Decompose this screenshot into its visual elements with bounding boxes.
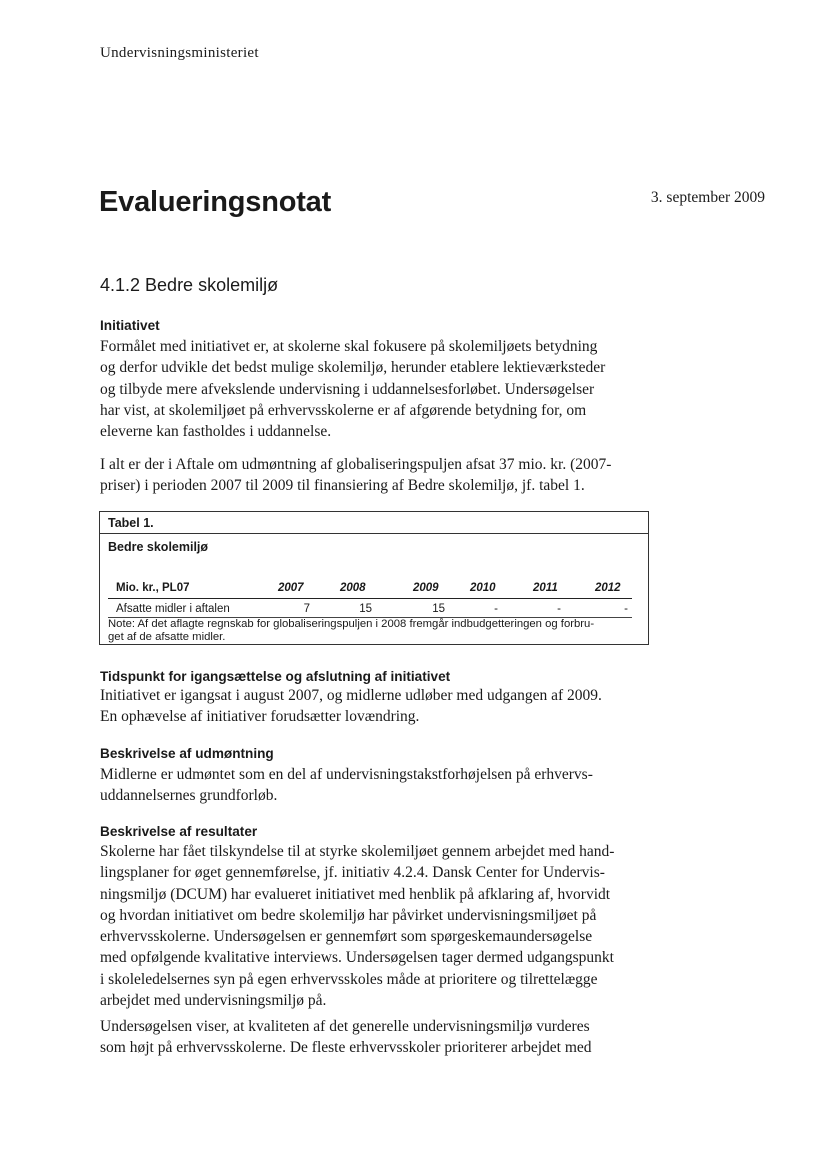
section-heading: 4.1.2 Bedre skolemiljø xyxy=(100,275,279,295)
text-line: eleverne kan fastholdes i uddannelse. xyxy=(100,423,332,441)
table-year-header: 2011 xyxy=(533,582,558,594)
paragraph-total-funding xyxy=(100,454,640,497)
text-line: I alt er der i Aftale om udmøntning af globaliseringspuljen afsat 37 mio. kr. (2007- xyxy=(100,456,612,473)
paragraph-tidspunkt xyxy=(100,685,640,728)
table-cell: - xyxy=(624,603,628,615)
text-line: ningsmiljø (DCUM) har evalueret initiativet med henblik på afklaring af, hvorvidt xyxy=(100,885,611,903)
heading-beskrivelse-resultater: Beskrivelse af resultater xyxy=(100,824,258,839)
heading-tidspunkt: Tidspunkt for igangsættelse og afslutning af initiativet xyxy=(100,669,451,684)
table-year-header: 2008 xyxy=(340,582,366,594)
table-year-header: 2007 xyxy=(278,582,304,594)
text-line: Skolerne har fået tilskyndelse til at styrke skolemiljøet gennem arbejdet med hand- xyxy=(100,843,615,860)
table-note-line: get af de afsatte midler. xyxy=(108,630,226,643)
text-line: Midlerne er udmøntet som en del af undervisningstakstforhøjelsen på erhvervs- xyxy=(100,766,593,783)
table-note xyxy=(108,618,638,643)
document-title: Evalueringsnotat xyxy=(99,186,332,218)
text-line: lingsplaner for øget gennemførelse, jf. initiativ 4.2.4. Dansk Center for Undervis- xyxy=(100,864,605,882)
text-line: uddannelsernes grundforløb. xyxy=(100,787,278,805)
table-year-header: 2009 xyxy=(413,582,439,594)
table-row-label: Afsatte midler i aftalen xyxy=(116,603,230,615)
paragraph-undersoegelsen xyxy=(100,1016,640,1059)
heading-initiativet: Initiativet xyxy=(100,318,160,333)
table-label: Tabel 1. xyxy=(108,516,154,530)
document-date: 3. september 2009 xyxy=(650,189,765,206)
paragraph-beskrivelse-udmoentning xyxy=(100,764,640,807)
table-cell: 15 xyxy=(359,603,372,615)
text-line: i skoleledelsernes syn på egen erhvervsskoles måde at prioritere og tilrettelægge xyxy=(100,970,598,988)
table-note-line: Note: Af det aflagte regnskab for globaliseringspuljen i 2008 fremgår indbudgetteringen og forbru- xyxy=(108,618,595,630)
text-line: med opfølgende kvalitative interviews. Undersøgelsen tager dermed udgangspunkt xyxy=(100,949,614,967)
text-line: En ophævelse af initiativer forudsætter lovændring. xyxy=(100,708,420,726)
text-line: og tilbyde mere afvekslende undervisning i uddannelsesforløbet. Undersøgelser xyxy=(100,380,595,398)
table-title-row xyxy=(100,512,648,534)
table-subtitle: Bedre skolemiljø xyxy=(108,540,209,554)
text-line: som højt på erhvervsskolerne. De fleste erhvervsskoler prioriterer arbejdet med xyxy=(100,1039,592,1057)
table-year-header: 2010 xyxy=(470,582,496,594)
table-cell: - xyxy=(494,603,498,615)
table-header-row xyxy=(108,582,632,599)
heading-beskrivelse-udmoentning: Beskrivelse af udmøntning xyxy=(100,746,274,761)
text-line: Formålet med initiativet er, at skolerne skal fokusere på skolemiljøets betydning xyxy=(100,338,598,355)
table-unit-header: Mio. kr., PL07 xyxy=(116,582,190,594)
table-cell: 7 xyxy=(303,603,310,615)
table-cell: - xyxy=(557,603,561,615)
paragraph-beskrivelse-resultater xyxy=(100,841,640,1011)
text-line: og derfor udvikle det bedst mulige skolemiljø, herunder etablere lektieværksteder xyxy=(100,359,606,377)
paragraph-initiativet xyxy=(100,336,640,442)
table-1 xyxy=(99,511,649,645)
text-line: priser) i perioden 2007 til 2009 til finansiering af Bedre skolemiljø, jf. tabel 1. xyxy=(100,477,585,495)
text-line: har vist, at skolemiljøet på erhvervsskolerne er af afgørende betydning for, om xyxy=(100,401,587,419)
text-line: erhvervsskolerne. Undersøgelsen er gennemført som spørgeskemaundersøgelse xyxy=(100,928,593,946)
text-line: arbejdet med undervisningsmiljø på. xyxy=(100,992,327,1010)
ministry-header: Undervisningsministeriet xyxy=(100,45,259,61)
text-line: Initiativet er igangsat i august 2007, og midlerne udløber med udgangen af 2009. xyxy=(100,687,602,704)
table-year-header: 2012 xyxy=(595,582,621,594)
text-line: og hvordan initiativet om bedre skolemiljø har påvirket undervisningsmiljøet på xyxy=(100,906,597,924)
text-line: Undersøgelsen viser, at kvaliteten af det generelle undervisningsmiljø vurderes xyxy=(100,1018,590,1035)
table-row xyxy=(108,603,632,618)
table-cell: 15 xyxy=(432,603,445,615)
